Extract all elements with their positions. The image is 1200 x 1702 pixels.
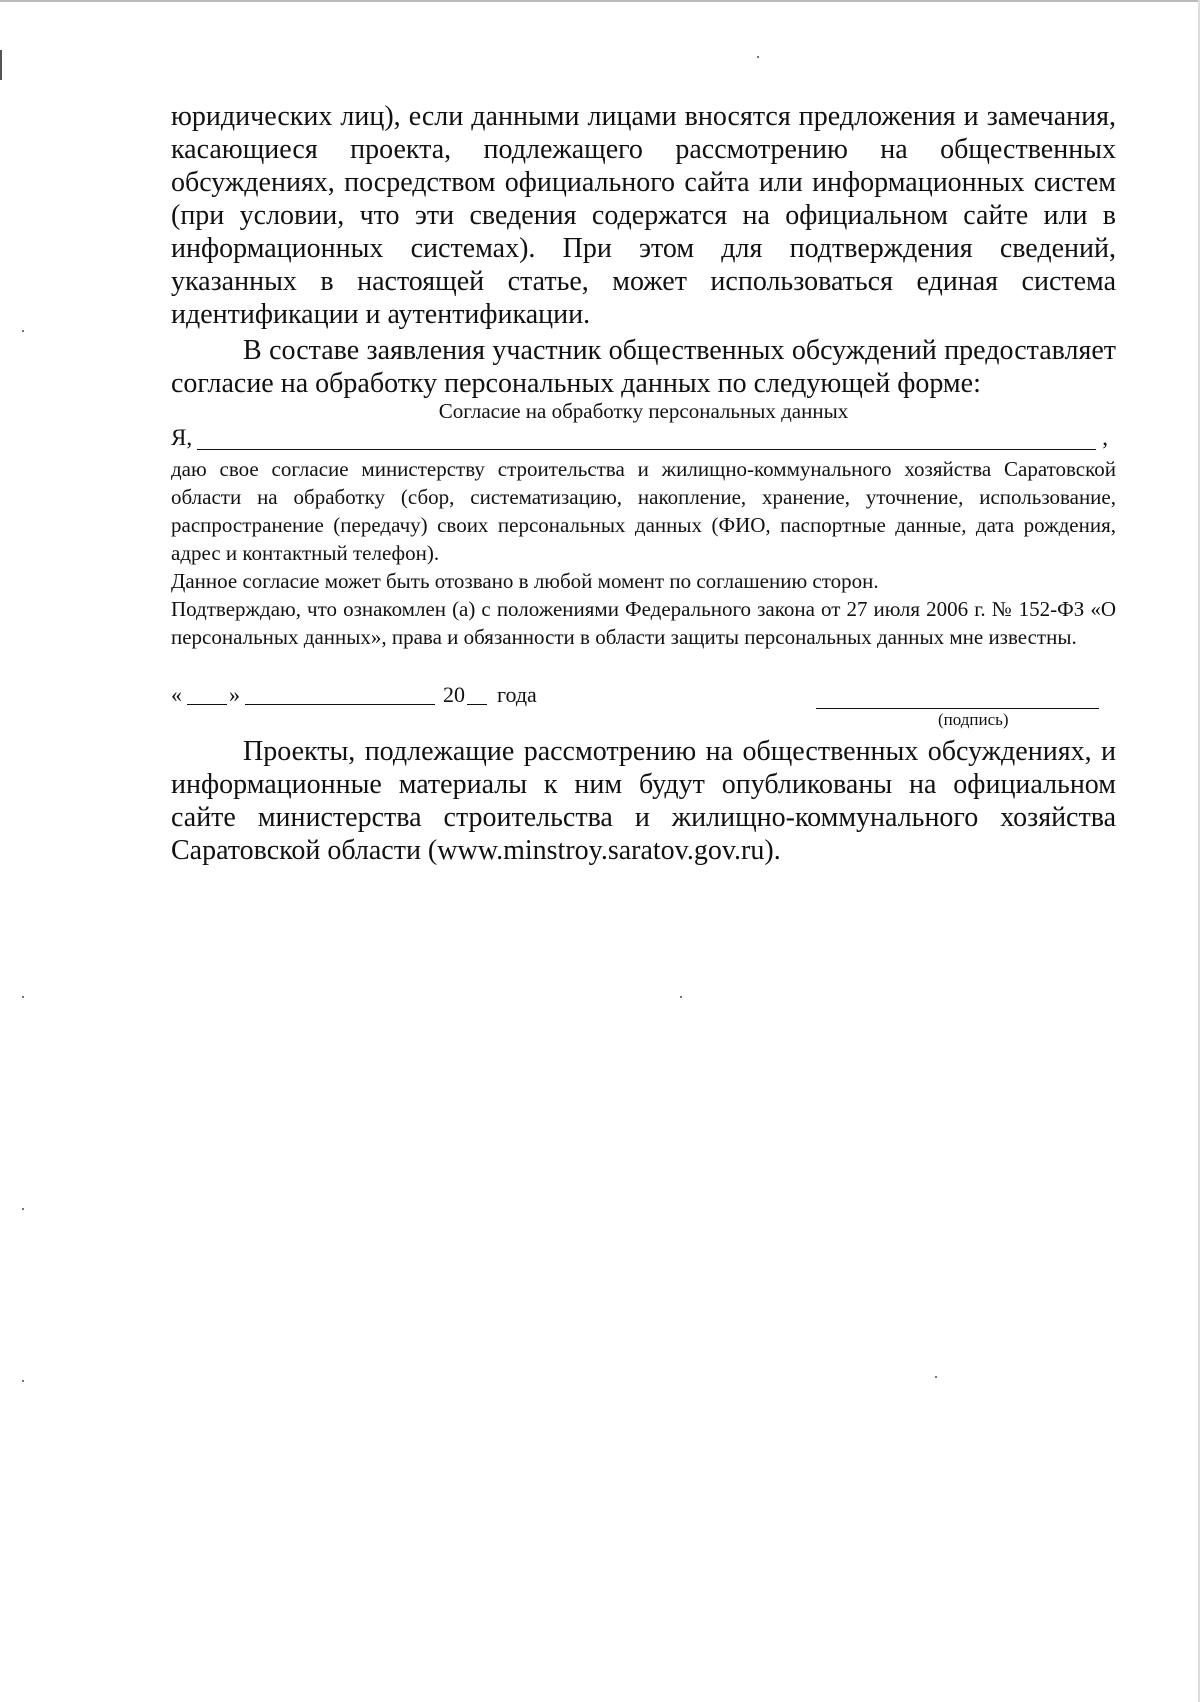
date-day-blank[interactable] xyxy=(187,704,227,705)
paragraph-text: юридических лиц), если данными лицами вносятся предложения и замечания, касающиеся проекта, подлежащего рассмотрению на общественных обсуждениях, посредством официального сайта или информационных систем (при условии, что эти сведения содержатся на официальном сайте или в информационных системах). При этом для подтверждения сведений, указанных в настоящей статье, может использоваться единая система идентификации и аутентификации. xyxy=(171,101,1116,330)
consent-form-body xyxy=(171,455,1116,651)
scan-speck xyxy=(22,330,24,332)
consent-statement: даю свое согласие министерству строительства и жилищно-коммунального хозяйства Саратовской области на обработку (сбор, систематизацию, накопление, хранение, уточнение, использование, распространение (передачу) своих персональных данных (ФИО, паспортные данные, дата рождения, адрес и контактный телефон). xyxy=(171,457,1116,565)
scan-speck xyxy=(22,1208,24,1210)
date-year-prefix: 20 xyxy=(443,682,465,707)
scan-speck xyxy=(22,996,24,998)
scan-speck xyxy=(935,1376,937,1378)
scan-edge-top xyxy=(0,0,1200,2)
paragraph-consent-intro xyxy=(171,334,1116,400)
scan-speck xyxy=(22,1380,24,1382)
paragraph-text: Проекты, подлежащие рассмотрению на общественных обсуждениях, и информационные материалы к ним будут опубликованы на официальном сайте министерства строительства и жилищно-коммунального хозяйства Саратовской области (www.minstroy.saratov.gov.ru). xyxy=(171,736,1116,866)
date-month-blank[interactable] xyxy=(245,704,435,705)
consent-law-acknowledgement: Подтверждаю, что ознакомлен (а) с положениями Федерального закона от 27 июля 2006 г. № 152-ФЗ «О персональных данных», права и обязанности в области защиты персональных данных мне известны. xyxy=(171,597,1116,649)
paragraph-publication xyxy=(171,735,1116,867)
name-blank-field[interactable] xyxy=(197,449,1096,450)
scan-speck xyxy=(680,996,682,998)
paragraph-text: В составе заявления участник общественных обсуждений предоставляет согласие на обработку персональных данных по следующей форме: xyxy=(171,335,1116,399)
date-close-quote: » xyxy=(229,682,240,707)
signature-blank[interactable] xyxy=(816,708,1099,709)
name-comma: , xyxy=(1102,425,1108,450)
date-year-blank[interactable] xyxy=(467,704,487,705)
date-year-suffix: года xyxy=(497,682,537,707)
scan-edge-mark xyxy=(0,50,2,80)
date-open-quote: « xyxy=(171,682,182,707)
consent-name-line xyxy=(171,425,1116,455)
consent-date-line xyxy=(171,682,1116,712)
consent-revocation: Данное согласие может быть отозвано в любой момент по соглашению сторон. xyxy=(171,569,879,593)
paragraph-legal-entities xyxy=(171,100,1116,331)
name-label: Я, xyxy=(171,425,193,450)
scan-speck xyxy=(757,56,759,58)
consent-form-title: Согласие на обработку персональных данных xyxy=(438,399,849,423)
signature-label: (подпись) xyxy=(938,710,1009,729)
